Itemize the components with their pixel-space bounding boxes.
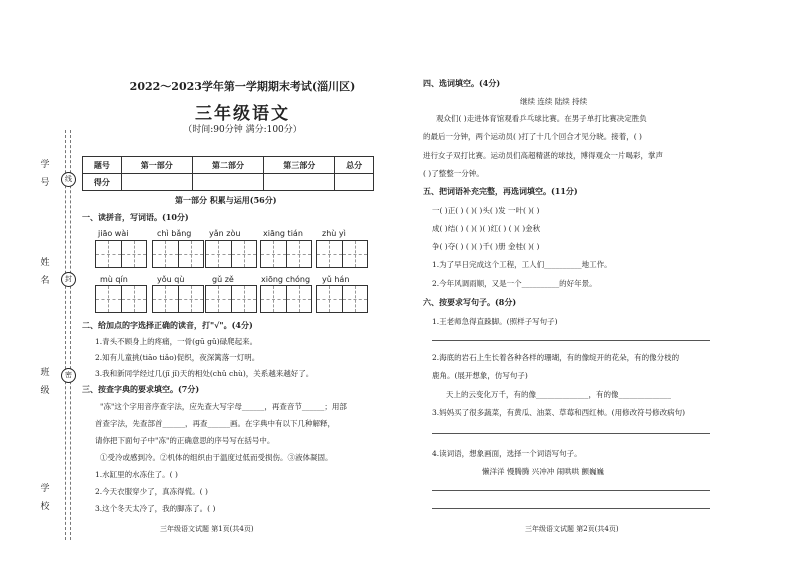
q5-fill: 1.为了早日完成这个工程，工人们__________地工作。 xyxy=(432,260,612,269)
q4-title: 四、选词填空。(4分) xyxy=(423,78,501,88)
q5-row: 成( )结( ) ( )( )( )红( ) ( )( )金秋 xyxy=(432,224,541,233)
score-cell[interactable] xyxy=(335,174,374,191)
q6-item: 天上的云变化万千，有的像______________，有的像______________ xyxy=(446,390,671,399)
pinyin: yǒu qù xyxy=(157,275,185,284)
score-header-cell: 总分 xyxy=(335,157,374,174)
q2-item: 1.青头不顾身上的疼痛，一骨(gū gǔ)碌爬起来。 xyxy=(95,337,258,346)
q6-title: 六、按要求写句子。(8分) xyxy=(423,297,517,307)
writing-grid[interactable] xyxy=(95,240,147,268)
binding-label-ming: 名 xyxy=(40,276,50,286)
q2-title: 二、给加点的字选择正确的读音，打"√"。(4分) xyxy=(82,320,253,330)
writing-grid[interactable] xyxy=(316,285,368,313)
score-header-cell: 第三部分 xyxy=(264,157,335,174)
q4-word-bank: 继续 连续 陆续 持续 xyxy=(520,97,588,106)
pinyin: xiāng tián xyxy=(263,229,303,238)
answer-line[interactable] xyxy=(432,508,710,509)
score-cell[interactable] xyxy=(121,174,192,191)
score-header-cell: 题号 xyxy=(83,157,122,174)
pinyin: yǔ hán xyxy=(322,275,350,284)
score-header-cell: 第一部分 xyxy=(121,157,192,174)
answer-line[interactable] xyxy=(432,433,710,434)
q5-title: 五、把词语补充完整，再选词填空。(11分) xyxy=(423,186,578,196)
binding-label-ban: 班 xyxy=(40,368,50,378)
pinyin: mù qín xyxy=(100,275,128,284)
q3-line: "冻"这个字用音序查字法，应先查大写字母______，再查音节______；用部 xyxy=(100,402,347,411)
pinyin: jiāo wài xyxy=(98,229,129,238)
score-table xyxy=(82,156,374,191)
writing-grid[interactable] xyxy=(152,285,204,313)
score-row-label: 得分 xyxy=(83,174,122,191)
q4-line: ( )了整整一分钟。 xyxy=(423,169,484,178)
seal-circle-feng: 封 xyxy=(61,272,76,287)
q3-title: 三、按查字典的要求填空。(7分) xyxy=(82,384,200,394)
binding-label-hao: 号 xyxy=(40,178,50,188)
q6-item: 2.海底的岩石上生长着各种各样的珊瑚，有的像绽开的花朵，有的像分枝的 xyxy=(432,353,680,362)
binding-dashed-line xyxy=(65,130,66,540)
q3-line: 请你把下面句子中"冻"的正确意思的序号写在括号中。 xyxy=(95,436,275,445)
exam-info: （时间:90分钟 满分:100分） xyxy=(183,125,302,135)
q6-item: 1.王老师急得直跺脚。(照样子写句子) xyxy=(432,317,558,326)
q6-item: 4.读词语，想象画面，选择一个词语写句子。 xyxy=(432,449,582,458)
score-table-score-row xyxy=(83,174,374,191)
footer-left: 三年级语文试题 第1页(共4页) xyxy=(160,525,254,533)
q3-line: 首查字法，先查部首______，再查______画。在字典中有以下几种解释， xyxy=(95,419,335,428)
answer-line[interactable] xyxy=(432,340,710,341)
q3-options: ①受冷或感到冷。②机体的组织由于温度过低而受损伤。③液体凝固。 xyxy=(100,453,333,462)
binding-label-xue: 学 xyxy=(40,160,50,170)
seal-circle-mi: 密 xyxy=(61,368,76,383)
binding-label-xiao: 校 xyxy=(40,502,50,512)
pinyin: zhù yì xyxy=(322,229,346,238)
q2-item: 3.我和新同学经过几(jī jǐ)天的相处(chǔ chù)，关系越来越好了。 xyxy=(95,369,314,378)
q2-item: 2.知有儿童挑(tiāo tiǎo)促织，夜深篱落一灯明。 xyxy=(95,353,260,362)
pinyin: gǔ zě xyxy=(212,275,234,284)
score-cell[interactable] xyxy=(192,174,263,191)
writing-grid[interactable] xyxy=(316,240,368,268)
score-header-cell: 第二部分 xyxy=(192,157,263,174)
q4-line: 的最后一分钟，两个运动员( )打了十几个回合才见分晓。接着，( ) xyxy=(423,132,642,141)
q4-line: 进行女子双打比赛。运动员们高超精湛的球技，博得观众一片喝彩，掌声 xyxy=(423,151,663,160)
score-cell[interactable] xyxy=(264,174,335,191)
writing-grid[interactable] xyxy=(152,240,204,268)
exam-title: 2022～2023学年第一学期期末考试(淄川区) xyxy=(129,80,356,93)
writing-grid[interactable] xyxy=(260,285,312,313)
q3-line: 1.水缸里的水冻住了。( ) xyxy=(95,470,178,479)
writing-grid[interactable] xyxy=(205,240,257,268)
answer-line[interactable] xyxy=(432,490,710,491)
part1-title: 第一部分 积累与运用(56分) xyxy=(175,195,277,205)
binding-dashed-line-inner xyxy=(70,130,71,540)
q5-row: 一( )正( ) ( )( )头( )发 一叶( )( ) xyxy=(432,206,540,215)
q6-item: 3.妈妈买了很多蔬菜，有黄瓜、油菜、草莓和西红柿。(用修改符号修改病句) xyxy=(432,408,686,417)
q1-title: 一、读拼音，写词语。(10分) xyxy=(82,212,189,222)
q5-fill: 2.今年风调雨顺，又是一个__________的好年景。 xyxy=(432,279,597,288)
q3-line: 3.这个冬天太冷了，我的脚冻了。( ) xyxy=(95,504,216,513)
q6-item: 鹿角。(展开想象，仿写句子) xyxy=(432,371,528,380)
pinyin: chì bǎng xyxy=(157,229,192,238)
binding-label-xue2: 学 xyxy=(40,484,50,494)
q6-word-bank: 懒洋洋 慢腾腾 兴冲冲 闹哄哄 颤巍巍 xyxy=(482,467,605,476)
pinyin: yǎn zòu xyxy=(209,229,241,238)
binding-label-xing: 姓 xyxy=(40,258,50,268)
writing-grid[interactable] xyxy=(260,240,312,268)
seal-circle-xian: 线 xyxy=(61,172,76,187)
score-table-header-row xyxy=(83,157,374,174)
subject-title: 三年级语文 xyxy=(195,104,290,124)
writing-grid[interactable] xyxy=(95,285,147,313)
footer-right: 三年级语文试题 第2页(共4页) xyxy=(525,525,619,533)
binding-label-ji: 级 xyxy=(40,386,50,396)
pinyin: xiōng chóng xyxy=(261,275,311,284)
q4-line: 观众们( )走进体育馆观看乒乓球比赛。在男子单打比赛决定胜负 xyxy=(436,114,647,123)
q5-row: 争( )夺( ) ( )( )千( )册 金桂( )( ) xyxy=(432,242,540,251)
writing-grid[interactable] xyxy=(205,285,257,313)
q3-line: 2.今天衣服穿少了，真冻得慌。( ) xyxy=(95,487,208,496)
